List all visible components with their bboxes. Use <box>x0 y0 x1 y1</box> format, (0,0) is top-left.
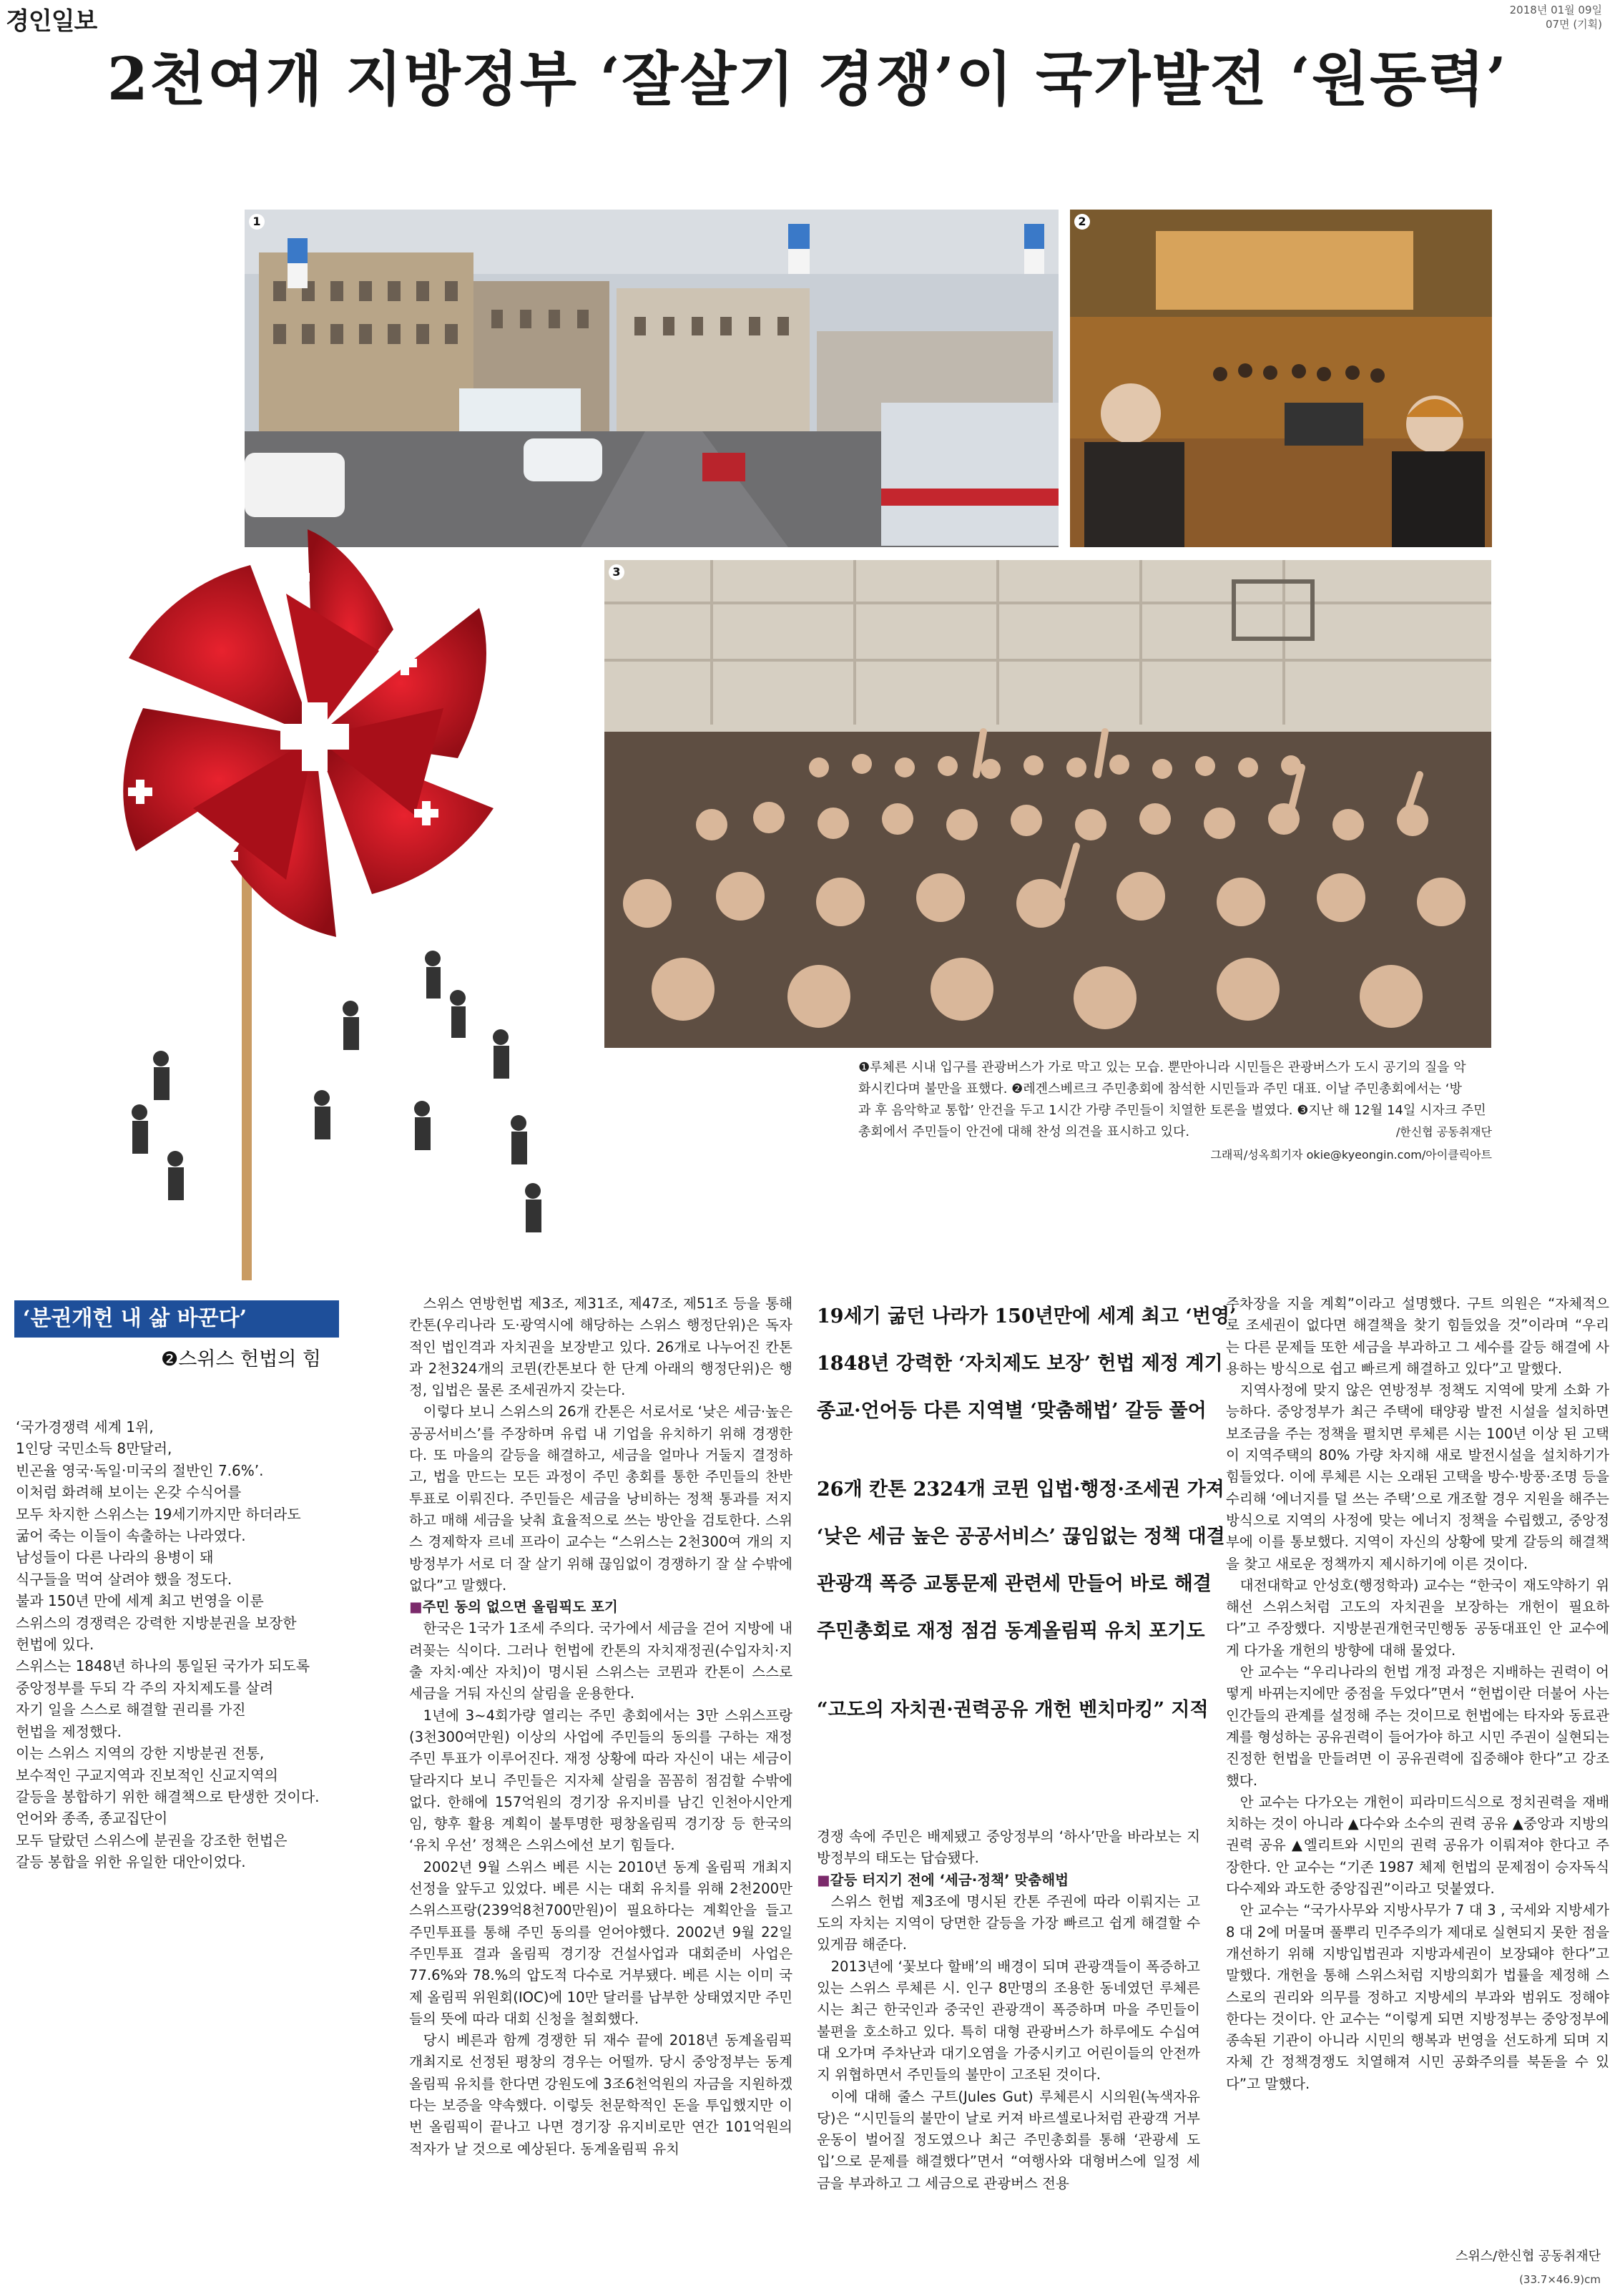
caption-line: 총회에서 주민들이 안건에 대해 찬성 의견을 표시하고 있다. <box>858 1124 1190 1139</box>
summary-line: 모두 차지한 스위스는 19세기까지만 하더라도 <box>16 1505 301 1523</box>
crowd-illustration <box>604 560 1491 1048</box>
headline: 2천여개 지방정부 ‘잘살기 경쟁’이 국가발전 ‘원동력’ <box>107 45 1508 114</box>
pull-quotes <box>817 1293 1237 1734</box>
summary-line: 1인당 국민소득 8만달러, <box>16 1440 172 1458</box>
summary-line: 헌법에 있다. <box>16 1636 94 1654</box>
summary-line: 보수적인 구교지역과 진보적인 신교지역의 <box>16 1766 278 1784</box>
subheading-marker-icon: ■ <box>817 1871 830 1888</box>
summary-line: 빈곤율 영국·독일·미국의 절반인 7.6%’. <box>16 1461 264 1479</box>
subheading-text: 주민 동의 없으면 올림픽도 포기 <box>422 1599 618 1616</box>
summary-line: 헌법을 제정했다. <box>16 1722 122 1740</box>
caption-line: 화시킨다며 불만을 표했다. ❷레겐스베르크 주민총회에 참석한 시민들과 주민 대표. 이날 주민총회에서는 ‘방 <box>858 1081 1462 1097</box>
byline: 스위스/한신협 공동취재단 <box>1455 2249 1601 2264</box>
paragraph: 주차장을 지을 계획”이라고 설명했다. 구트 의원은 “자체적으로 조세권이 없다면 해결책을 찾기 힘들었을 것”이라며 “우리는 다른 문제들 또한 세금을 부과하고 그 세수를 갈등 해결에 사용하는 방식으로 쉽고 빠르게 해결하고 있다”고 말했다. <box>1226 1295 1609 1377</box>
summary-line: 스위스는 1848년 하나의 통일된 국가가 되도록 <box>16 1657 310 1675</box>
pull-quote-line: 종교·언어등 다른 지역별 ‘맞춤해법’ 갈등 풀어 <box>817 1400 1207 1422</box>
pull-quote-line: 1848년 강력한 ‘자치제도 보장’ 헌법 제정 계기 <box>817 1353 1223 1375</box>
summary-line: 스위스의 경쟁력은 강력한 지방분권을 보장한 <box>16 1614 297 1632</box>
assembly-hall-illustration <box>1070 210 1492 547</box>
article-summary <box>16 1416 352 1873</box>
photo-number-badge: 2 <box>1074 214 1090 230</box>
pull-quote-spacer <box>817 1655 1196 1687</box>
pull-quote-line: 관광객 폭증 교통문제 관련세 만들어 바로 해결 <box>817 1573 1212 1595</box>
summary-line: ‘국가경쟁력 세계 1위, <box>16 1418 154 1436</box>
summary-line: 식구들을 먹여 살려야 했을 정도다. <box>16 1570 232 1588</box>
paragraph: 2002년 9월 스위스 베른 시는 2010년 동계 올림픽 개최지 선정을 앞두고 있었다. 베른 시는 대회 유치를 위해 2천200만 스위스프랑(239억8천700만원)이 필요하다는 계획안을 들고 주민투표를 통해 주민 동의를 얻어야했다. 2002년 9월 22일 주민투표 결과 올림픽 경기장 건설사업과 대회준비 사업은 77.6%와 78.%의 압도적 다수로 거부됐다. 베른 시는 이미 국제 올림픽 위원회(IOC)에 10만 달러를 납부한 상태였지만 주민들의 뜻에 따라 대회 신청을 철회했다. <box>409 1858 792 2027</box>
paragraph: 안 교수는 “국가사무와 지방사무가 7 대 3 , 국세와 지방세가 8 대 2에 머물며 풀뿌리 민주주의가 제대로 실현되지 못한 점을 개선하기 위해 지방입법권과 지방과세권이 보장돼야 한다”고 말했다. 개헌을 통해 스위스처럼 지방의회가 법률을 제정해 스스로의 권리와 의무를 정하고 지방세의 부과와 범위도 정해야 한다는 것이다. 안 교수는 “이렇게 되면 지방정부는 중앙정부에 종속된 기관이 아니라 시민의 행복과 번영을 선도하게 되며 지자체 간 정책경쟁도 치열해져 시민 공화주의를 북돋을 수 있다”고 말했다. <box>1226 1902 1609 2092</box>
pull-quote-line: 19세기 굶던 나라가 150년만에 세계 최고 ‘번영’ <box>817 1305 1237 1328</box>
summary-line: 갈등을 봉합하기 위한 해결책으로 탄생한 것이다. <box>16 1787 320 1805</box>
paragraph: 한국은 1국가 1조세 주의다. 국가에서 세금을 걷어 지방에 내려꽂는 식이다. 그러나 헌법에 칸톤의 자치재정권(수입자치·지출 자치·예산 자치)이 명시된 스위스는 코뮌과 칸톤이 스스로 세금을 거둬 자신의 살림을 운용한다. <box>409 1620 792 1702</box>
paragraph: 안 교수는 다가오는 개헌이 피라미드식으로 정치권력을 재배치하는 것이 아니라 ▲다수와 소수의 권력 공유 ▲중앙과 지방의 권력 공유 ▲엘리트와 시민의 권력 공유가 이뤄져야 한다고 주장한다. 안 교수는 “기존 1987 체제 헌법의 문제점이 승자독식 다수제와 과도한 중앙집권”이라고 덧붙였다. <box>1226 1793 1609 1898</box>
body-column-2 <box>817 1826 1200 2194</box>
summary-line: 이처럼 화려해 보이는 온갖 수식어를 <box>16 1483 242 1501</box>
summary-line: 불과 150년 만에 세계 최고 번영을 이룬 <box>16 1592 264 1610</box>
photo-town-assembly <box>1070 210 1492 547</box>
series-tag: ‘분권개헌 내 삶 바꾼다’ <box>14 1300 339 1338</box>
clipping-size: (33.7×46.9)cm <box>1519 2273 1601 2286</box>
summary-line: 굶어 죽는 이들이 속출하는 나라였다. <box>16 1527 246 1545</box>
paragraph: 지역사정에 맞지 않은 연방정부 정책도 지역에 맞게 소화 가능하다. 중앙정부가 최근 주택에 태양광 발전 시설을 설치하면 보조금을 주는 정책을 펼치면 루체른 시는 100년 이상 된 고택이 지역주택의 80% 가량 차지해 새로 발전시설을 설치하기가 힘들었다. 이에 루체른 시는 오래된 고택을 방수·방풍·조명 등을 수리해 ‘에너지를 덜 쓰는 주택’으로 개조할 경우 지원을 해주는 방식으로 지역의 사정에 맞는 에너지 정책을 수립했고, 중앙정부에 이를 통보했다. 지역이 자신의 상황에 맞게 갈등의 해결책을 찾고 새로운 정책까지 제시하기에 이른 것이다. <box>1226 1382 1609 1572</box>
issue-date: 2018년 01월 09일 <box>1509 4 1602 16</box>
pinwheel-graphic <box>0 494 601 1287</box>
subheading <box>409 1596 792 1618</box>
paragraph: 대전대학교 안성호(행정학과) 교수는 “한국이 재도약하기 위해선 스위스처럼 고도의 자치권을 보장하는 개헌이 필요하다”고 주장했다. 지방분권개헌국민행동 공동대표인 안 교수에게 다가올 개헌의 방향에 대해 물었다. <box>1226 1576 1609 1659</box>
swiss-pinwheel-illustration <box>0 494 601 1287</box>
paragraph: 당시 베른과 함께 경쟁한 뒤 재수 끝에 2018년 동계올림픽 개최지로 선정된 평창의 경우는 어떨까. 당시 중앙정부는 동계올림픽 유치를 한다면 강원도에 3조6천억원의 자금을 지원하겠다는 보증을 약속했다. 이렇듯 천문학적인 돈을 투입했지만 이번 올림픽이 끝나고 나면 경기장 유지비로만 연간 101억원의 적자가 날 것으로 예상된다. 동계올림픽 유치 <box>409 2032 792 2157</box>
article-subtitle: ❷스위스 헌법의 힘 <box>161 1348 321 1370</box>
graphic-credit: 그래픽/성옥희기자 okie@kyeongin.com/아이클릭아트 <box>1210 1148 1492 1162</box>
dateline <box>1510 3 1602 31</box>
body-column-3 <box>1226 1293 1609 2095</box>
paragraph: 스위스 헌법 제3조에 명시된 칸톤 주권에 따라 이뤄지는 고도의 자치는 지역이 당면한 갈등을 가장 빠르고 쉽게 해결할 수 있게끔 해준다. <box>817 1893 1200 1953</box>
pull-quote-line: ‘낮은 세금 높은 공공서비스’ 끊임없는 정책 대결 <box>817 1526 1225 1548</box>
paragraph: 스위스 연방헌법 제3조, 제31조, 제47조, 제51조 등을 통해 칸톤(우리나라 도·광역시에 해당하는 스위스 행정단위)은 독자적인 법인격과 자치권을 보장받고 있다. 26개로 나누어진 칸톤과 2천324개의 코뮌(칸톤보다 한 단계 아래의 행정단위)은 행정, 입법은 물론 조세권까지 갖는다. <box>409 1295 792 1399</box>
photo-gymnasium-vote <box>604 560 1491 1048</box>
paragraph: 이에 대해 줄스 구트(Jules Gut) 루체른시 시의원(녹색자유당)은 “시민들의 불만이 날로 커져 바르셀로나처럼 관광객 거부 운동이 벌어질 정도였으나 최근 주민총회를 통해 ‘관광세 도입’으로 문제를 해결했다”면서 “여행사와 대형버스에 일정 세금을 부과하고 그 세금으로 관광버스 전용 <box>817 2088 1200 2192</box>
summary-line: 중앙정부를 두되 각 주의 자치제도를 살려 <box>16 1679 274 1697</box>
summary-line: 자기 일을 스스로 해결할 권리를 가진 <box>16 1701 246 1719</box>
photo-credit: /한신협 공동취재단 <box>1395 1125 1492 1139</box>
photo-number-badge: 1 <box>249 214 265 230</box>
caption-line: ❶루체른 시내 입구를 관광버스가 가로 막고 있는 모습. 뿐만아니라 시민들은 관광버스가 도시 공기의 질을 악 <box>858 1060 1466 1075</box>
paragraph: 경쟁 속에 주민은 배제됐고 중앙정부의 ‘하사’만을 바라보는 지방정부의 태도는 답습됐다. <box>817 1828 1200 1867</box>
pull-quote-line: 26개 칸톤 2324개 코뮌 입법·행정·조세권 가져 <box>817 1478 1224 1501</box>
photo-number-badge: 3 <box>609 564 624 580</box>
summary-line: 언어와 종족, 종교집단이 <box>16 1810 168 1828</box>
subheading-marker-icon: ■ <box>409 1599 423 1616</box>
pull-quote-line: 주민총회로 재정 점검 동계올림픽 유치 포기도 <box>817 1620 1205 1642</box>
caption-line: 과 후 음악학교 통합’ 안건을 두고 1시간 가량 주민들이 치열한 토론을 벌였다. ❸지난 해 12월 14일 시자크 주민 <box>858 1103 1486 1118</box>
pull-quote-line: “고도의 자치권·권력공유 개헌 벤치마킹” 지적 <box>817 1699 1209 1721</box>
paragraph: 1년에 3~4회가량 열리는 주민 총회에서는 3만 스위스프랑(3천300여만원) 이상의 사업에 주민들의 동의를 구하는 재정 주민 투표가 이루어진다. 재정 상황에 따라 자신이 내는 세금이 달라지다 보니 주민들은 지자체 살림을 꼼꼼히 점검할 수밖에 없다. 한해에 157억원의 경기장 유지비를 남긴 인천아시안게임, 향후 활용 계획이 불투명한 평창올림픽 경기장 등 한국의 ‘유치 우선’ 정책은 스위스에선 보기 힘들다. <box>409 1707 792 1854</box>
newspaper-masthead: 경인일보 <box>6 7 97 36</box>
subheading-text: 갈등 터지기 전에 ‘세금·정책’ 맞춤해법 <box>830 1871 1069 1888</box>
summary-line: 모두 달랐던 스위스에 분권을 강조한 헌법은 <box>16 1831 288 1849</box>
summary-line: 이는 스위스 지역의 강한 지방분권 전통, <box>16 1745 265 1762</box>
pull-quote-spacer <box>817 1435 1196 1466</box>
page-number: 07면 (기획) <box>1545 18 1602 31</box>
paragraph: 안 교수는 “우리나라의 헌법 개정 과정은 지배하는 권력이 어떻게 바뀌는지에만 중점을 두었다”면서 “헌법이란 더불어 사는 인간들의 관계를 설정해 주는 것이므로 헌법에는 타자와 동료관계를 형성하는 공유권력이 들어가야 하고 시민 주권이 실현되는 진정한 헌법을 만들려면 이 공유권력에 집중해야 한다”고 강조했다. <box>1226 1664 1609 1789</box>
subheading <box>817 1870 1200 1891</box>
summary-line: 갈등 봉합을 위한 유일한 대안이었다. <box>16 1853 246 1871</box>
paragraph: 2013년에 ‘꽃보다 할배’의 배경이 되며 관광객들이 폭증하고 있는 스위스 루체른 시. 인구 8만명의 조용한 동네였던 루체른 시는 최근 한국인과 중국인 관광객이 폭증하며 마을 주민들이 불편을 호소하고 있다. 특히 대형 관광버스가 하루에도 수십여대 오가며 주차난과 대기오염을 가중시키고 어린이들의 안전까지 위협하면서 주민들의 불만이 고조된 것이다. <box>817 1958 1200 2084</box>
paragraph: 이렇다 보니 스위스의 26개 칸톤은 서로서로 ‘낮은 세금·높은 공공서비스’를 주장하며 유럽 내 기업을 유치하기 위해 경쟁한다. 또 마을의 갈등을 해결하고, 세금을 얼마나 거둘지 결정하고, 법을 만드는 모든 과정이 주민 총회를 통한 주민들의 찬반 투표로 이뤄진다. 주민들은 세금을 낭비하는 정책 통과를 저지하고 매해 세금을 낮춰 효율적으로 쓰는 방안을 검토한다. 스위스 경제학자 르네 프라이 교수는 “스위스는 2천300여 개의 지방정부가 서로 더 잘 살기 위해 끊임없이 경쟁하기 잘 살 수밖에 없다”고 말했다. <box>409 1403 792 1594</box>
body-column-1 <box>409 1293 792 2160</box>
photo-caption <box>858 1057 1492 1166</box>
summary-line: 남성들이 다른 나라의 용병이 돼 <box>16 1549 214 1566</box>
